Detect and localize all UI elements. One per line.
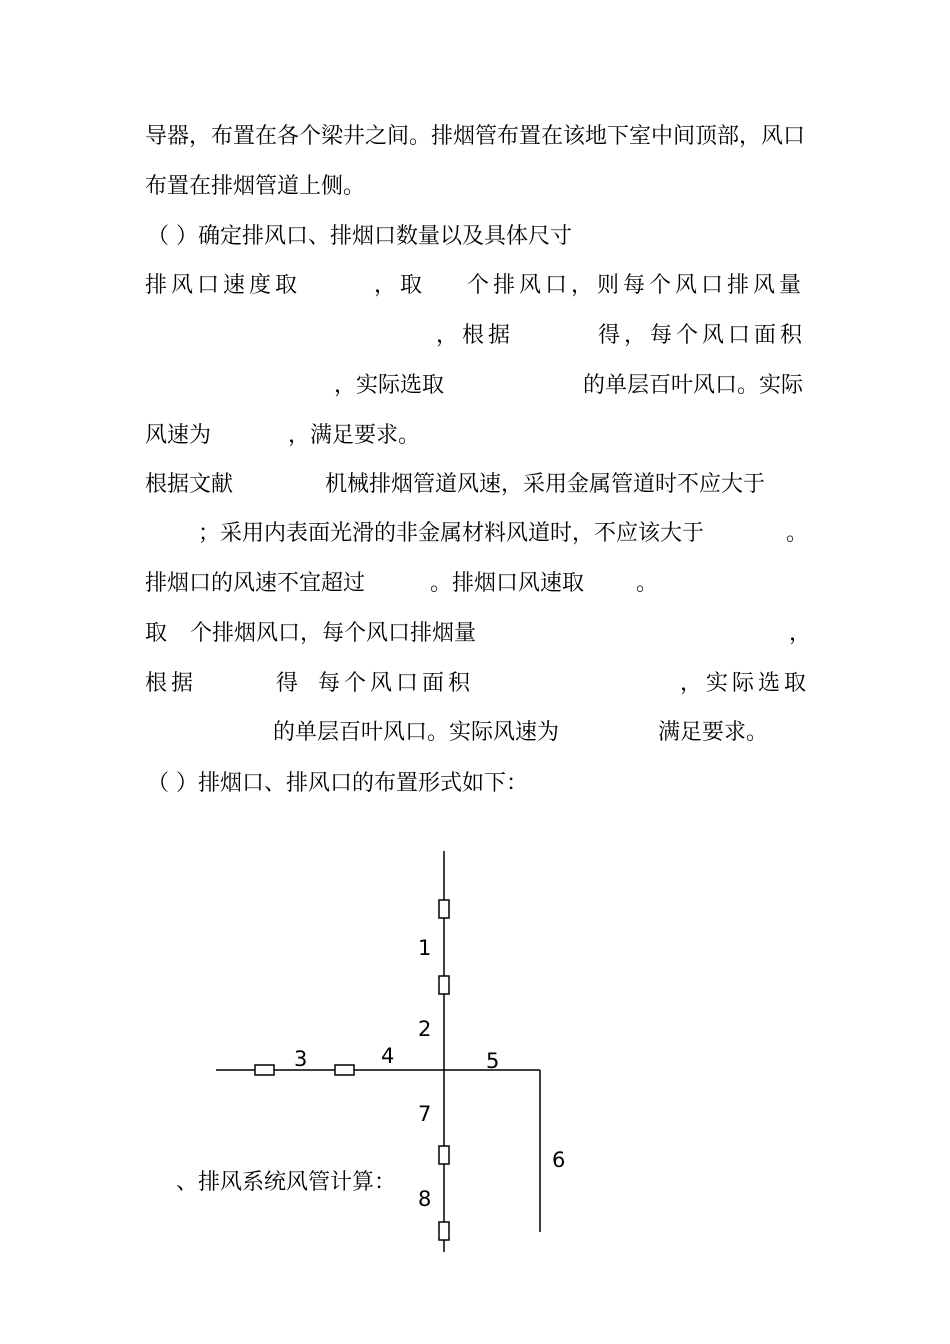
line-6b: ，满足要求。 (288, 423, 421, 448)
line-4a: ，根据 (436, 323, 515, 348)
vent-outlet-4 (439, 1222, 449, 1240)
line-5a: ，实际选取 (334, 373, 445, 398)
line-11a: 根据 (145, 671, 198, 696)
line-9c: 。 (636, 571, 659, 596)
line-3c: 个排风口，则每个风口排风量 (467, 273, 806, 298)
vent-outlet-3 (439, 1146, 449, 1164)
line-10a: 取 (145, 621, 168, 646)
line-1: 导器，布置在各个梁井之间。排烟管布置在该地下室中间顶部，风口 (145, 124, 806, 149)
segment-label-7: 7 (418, 1102, 432, 1126)
line-3a: 排风口速度取 (145, 273, 302, 298)
line-7b: 机械排烟管道风速，采用金属管道时不应大于 (325, 472, 766, 497)
line-6a: 风速为 (145, 423, 212, 448)
vent-outlet-2 (439, 976, 449, 994)
segment-label-3: 3 (294, 1047, 308, 1071)
segment-label-1: 1 (418, 936, 432, 960)
line-12a: 的单层百叶风口。实际风速为 (273, 720, 560, 745)
line-7a: 根据文献 (145, 472, 234, 497)
line-8b: 。 (786, 521, 809, 546)
line-5b: 的单层百叶风口。实际 (583, 373, 804, 398)
line-3b: ，取 (374, 273, 427, 298)
segment-label-4: 4 (381, 1044, 395, 1068)
segment-label-8: 8 (418, 1187, 432, 1211)
section-heading-2: （ ）排烟口、排风口的布置形式如下： (147, 771, 528, 796)
line-11c: 每个风口面积 (318, 671, 475, 696)
line-11d: ，实际选取 (680, 671, 811, 696)
line-10b: 个排烟风口，每个风口排烟量 (190, 621, 477, 646)
section-heading-3: 、排风系统风管计算： (176, 1170, 397, 1195)
line-2: 布置在排烟管道上侧。 (145, 174, 366, 199)
segment-label-2: 2 (418, 1017, 432, 1041)
line-10c: ， (789, 621, 812, 646)
line-4b: 得，每个风口面积 (598, 323, 807, 348)
line-9b: 。排烟口风速取 (430, 571, 585, 596)
vent-outlet-6 (335, 1065, 354, 1075)
vent-outlet-5 (255, 1065, 274, 1075)
line-8a: ；采用内表面光滑的非金属材料风道时，不应该大于 (198, 521, 705, 546)
vent-outlet-1 (439, 900, 449, 918)
line-9a: 排烟口的风速不宜超过 (145, 571, 366, 596)
line-12b: 满足要求。 (658, 720, 769, 745)
line-11b: 得 (276, 671, 303, 696)
segment-label-5: 5 (486, 1049, 500, 1073)
segment-label-6: 6 (552, 1148, 566, 1172)
section-heading-1: （ ）确定排风口、排烟口数量以及具体尺寸 (147, 224, 572, 249)
